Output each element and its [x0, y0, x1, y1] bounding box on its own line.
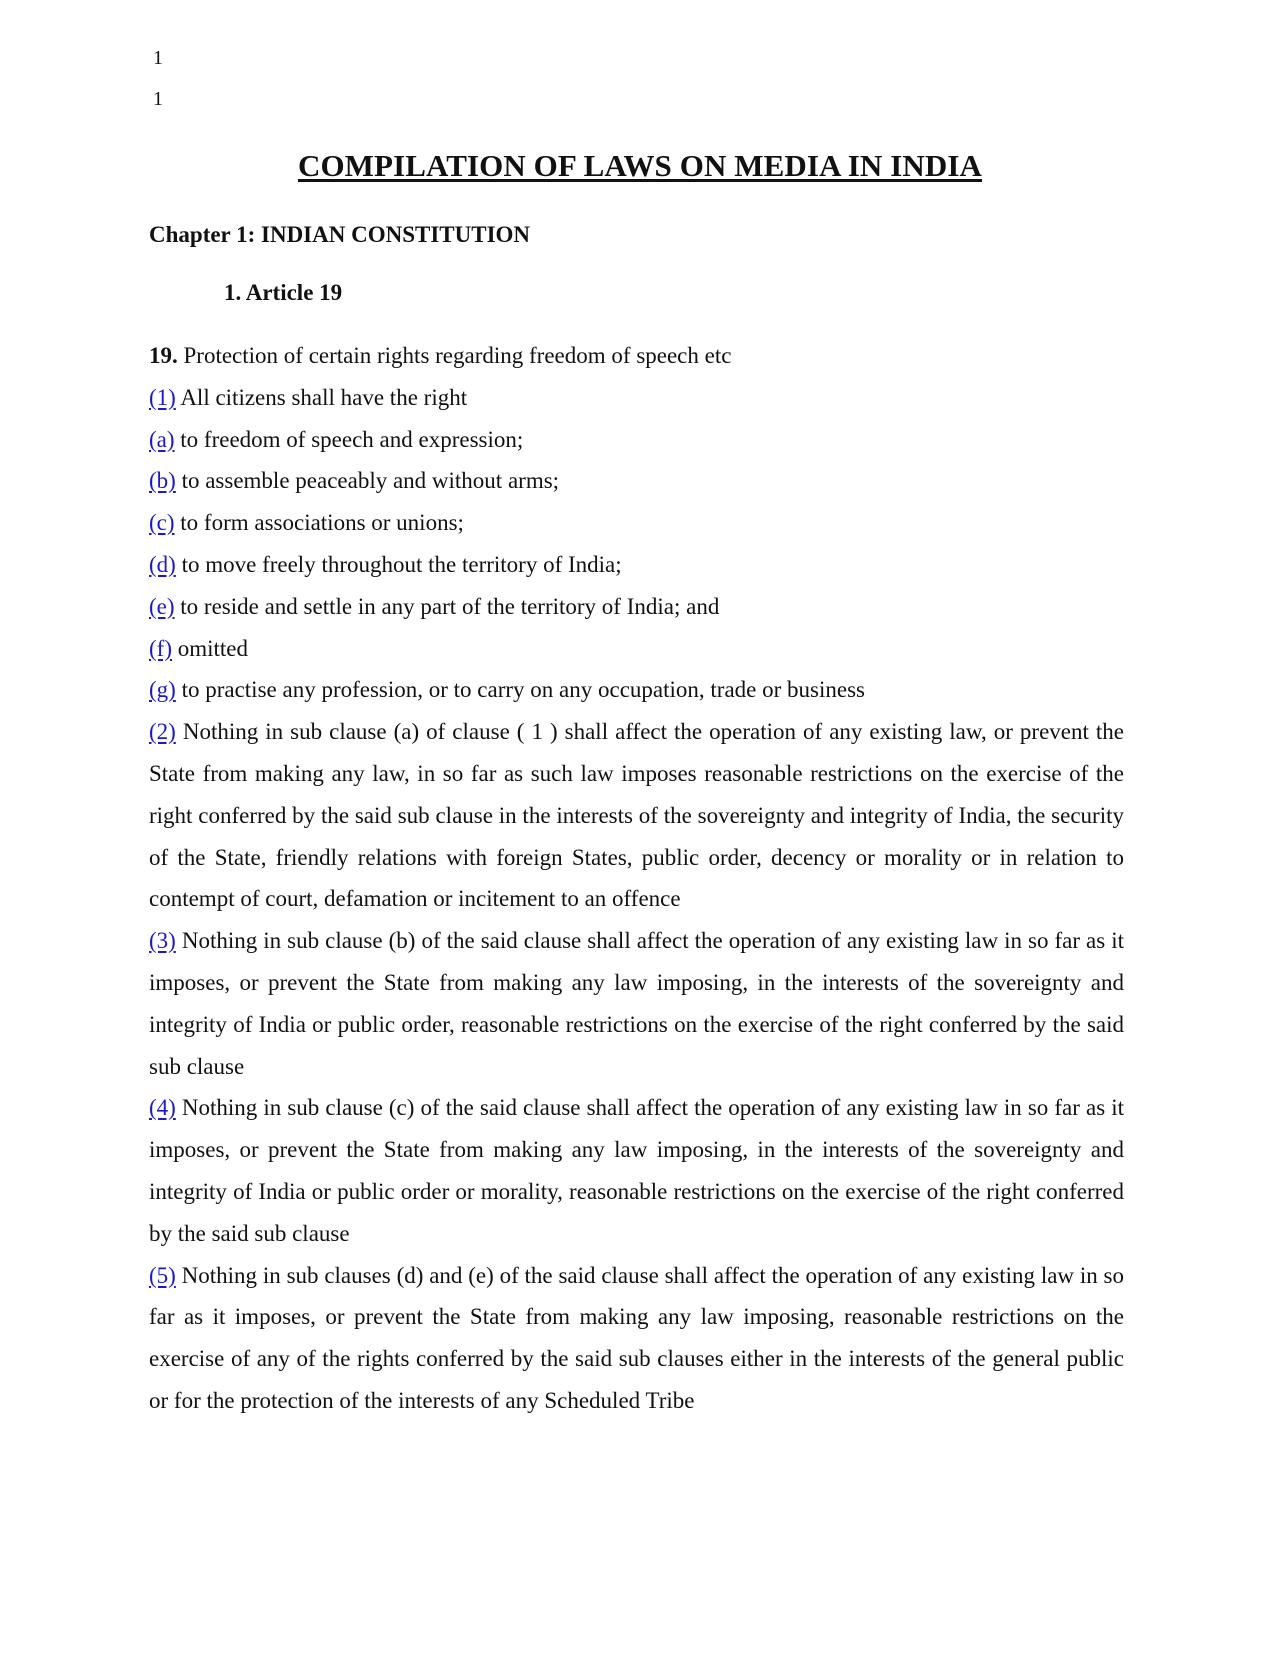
article-intro	[149, 335, 1124, 377]
article-heading: 1. Article 19	[224, 280, 343, 305]
subclause-f-link[interactable]: (f)	[149, 635, 172, 661]
page-number-second: 1	[153, 88, 163, 110]
subclause-g-text: to practise any profession, or to carry on any occupation, trade or business	[181, 677, 865, 703]
document-title: COMPILATION OF LAWS ON MEDIA IN INDIA	[297, 148, 983, 183]
subclause-c-link[interactable]: (c)	[149, 510, 175, 536]
page-number-top: 1	[153, 47, 163, 69]
clause-5-text: Nothing in sub clauses (d) and (e) of the said clause shall affect the operation of any existing law in so far as it imposes, or prevent the State from making any law imposing, reasonable restrictions on the exercise of any of the rights conferred by the said sub clauses either in the interests of the general public or for the protection of the interests of any Scheduled Tribe	[149, 1262, 1125, 1413]
subclause-e-text: to reside and settle in any part of the territory of India; and	[180, 593, 720, 619]
subclause-g-link[interactable]: (g)	[149, 677, 176, 703]
clause-1-link[interactable]: (1)	[149, 384, 176, 410]
subclause-a-link[interactable]: (a)	[149, 426, 175, 452]
article-intro-text: Protection of certain rights regarding freedom of speech etc	[183, 343, 732, 368]
subclause-f	[149, 628, 1124, 670]
subclause-f-text: omitted	[177, 635, 249, 661]
article-number: 19.	[149, 343, 178, 368]
subclause-g	[149, 669, 1124, 711]
subclause-e-link[interactable]: (e)	[149, 593, 175, 619]
subclause-c	[149, 502, 1124, 544]
clause-2	[149, 711, 1124, 920]
clause-1	[149, 377, 1124, 419]
clause-4-link[interactable]: (4)	[149, 1095, 176, 1121]
clause-1-text: All citizens shall have the right	[180, 384, 468, 410]
subclause-e	[149, 586, 1124, 628]
clause-5-link[interactable]: (5)	[149, 1262, 176, 1288]
subclause-c-text: to form associations or unions;	[180, 510, 464, 536]
clause-4-text: Nothing in sub clause (c) of the said clause shall affect the operation of any existing law in so far as it imposes, or prevent the State from making any law imposing, in the interests of the sovereignty and integrity of India or public order or morality, reasonable restrictions on the exercise of the right conferred by the said sub clause	[149, 1095, 1124, 1246]
chapter-heading: Chapter 1: INDIAN CONSTITUTION	[149, 222, 531, 247]
subclause-d	[149, 544, 1124, 586]
subclause-b-link[interactable]: (b)	[149, 468, 176, 494]
subclause-a	[149, 419, 1124, 461]
subclause-d-text: to move freely throughout the territory of India;	[181, 551, 622, 577]
clause-3-text: Nothing in sub clause (b) of the said clause shall affect the operation of any existing law in so far as it imposes, or prevent the State from making any law imposing, in the interests of the sovereignty and integrity of India or public order, reasonable restrictions on the exercise of the right conferred by the said sub clause	[149, 928, 1124, 1079]
subclause-b-text: to assemble peaceably and without arms;	[181, 468, 560, 494]
subclause-d-link[interactable]: (d)	[149, 551, 176, 577]
clause-2-link[interactable]: (2)	[149, 719, 176, 745]
subclause-b	[149, 460, 1124, 502]
clause-3	[149, 920, 1124, 1087]
article-body	[149, 335, 1124, 1422]
clause-5	[149, 1255, 1124, 1422]
subclause-a-text: to freedom of speech and expression;	[180, 426, 524, 452]
clause-2-text: Nothing in sub clause (a) of clause ( 1 ) shall affect the operation of any existing law, or prevent the State from making any law, in so far as such law imposes reasonable restrictions on the exercise of the right conferred by the said sub clause in the interests of the sovereignty and integrity of India, the security of the State, friendly relations with foreign States, public order, decency or morality or in relation to contempt of court, defamation or incitement to an offence	[149, 719, 1124, 912]
clause-3-link[interactable]: (3)	[149, 928, 176, 954]
clause-4	[149, 1087, 1124, 1254]
